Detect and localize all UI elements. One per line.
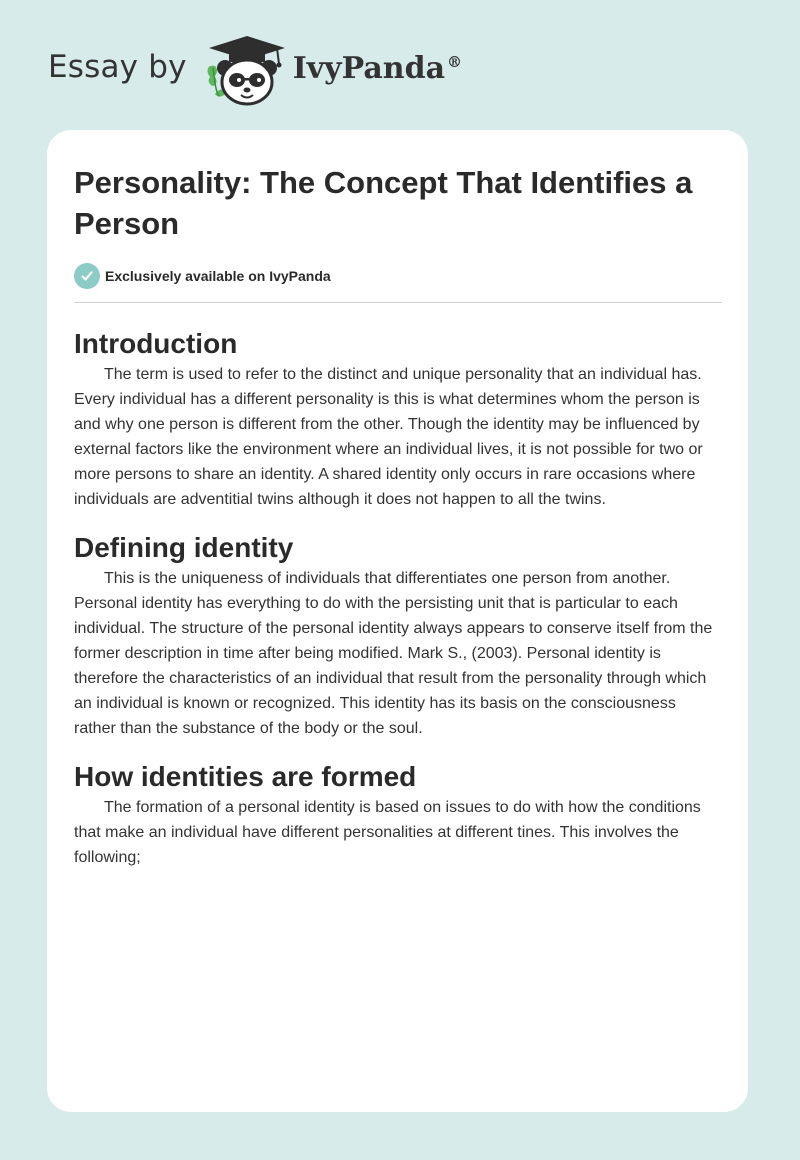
- brand-name: [293, 51, 462, 86]
- badge-label: Exclusively available on IvyPanda: [105, 268, 331, 284]
- essay-by-label: Essay by: [48, 49, 187, 85]
- registered-mark: ®: [447, 52, 463, 71]
- divider: [74, 302, 722, 303]
- section-heading-introduction: Introduction: [74, 328, 238, 359]
- exclusive-badge: [74, 262, 722, 290]
- essay-card: [47, 130, 748, 1112]
- essay-content: [74, 162, 722, 870]
- panda-graduate-icon: [201, 34, 293, 108]
- section-paragraph-defining-identity: This is the uniqueness of individuals that differentiates one person from another. Personal identity has everything to do with the persisting unit that is particular to each individual. The structure of the personal identity always appears to conserve itself from the former description in time after being modified. Mark S., (2003). Personal identity is therefore the characteristics of an individual that result from the personality through which an individual is known or recognized. This identity has its basis on the consciousness rather than the substance of the body or the soul.: [74, 570, 713, 737]
- check-circle-icon: [74, 263, 100, 289]
- section-paragraph-introduction: The term is used to refer to the distinct and unique personality that an individual has. Every individual has a different personality is this is what determines whom the person is and why one person is different from the other. Though the identity may be influenced by external factors like the environment where an individual lives, it is not possible for two or more persons to share an identity. A shared identity only occurs in rare occasions where individuals are adventitial twins although it does not happen to all the twins.: [74, 366, 703, 508]
- site-header: [48, 34, 462, 108]
- brand-text: IvyPanda: [292, 50, 446, 86]
- section-heading-defining-identity: Defining identity: [74, 532, 294, 563]
- page-title: Personality: The Concept That Identifies a Person: [74, 165, 693, 241]
- section-heading-identities-formed: How identities are formed: [74, 761, 417, 792]
- section-paragraph-identities-formed: The formation of a personal identity is based on issues to do with how the conditions that make an individual have different personalities at different tines. This involves the following;: [74, 799, 701, 866]
